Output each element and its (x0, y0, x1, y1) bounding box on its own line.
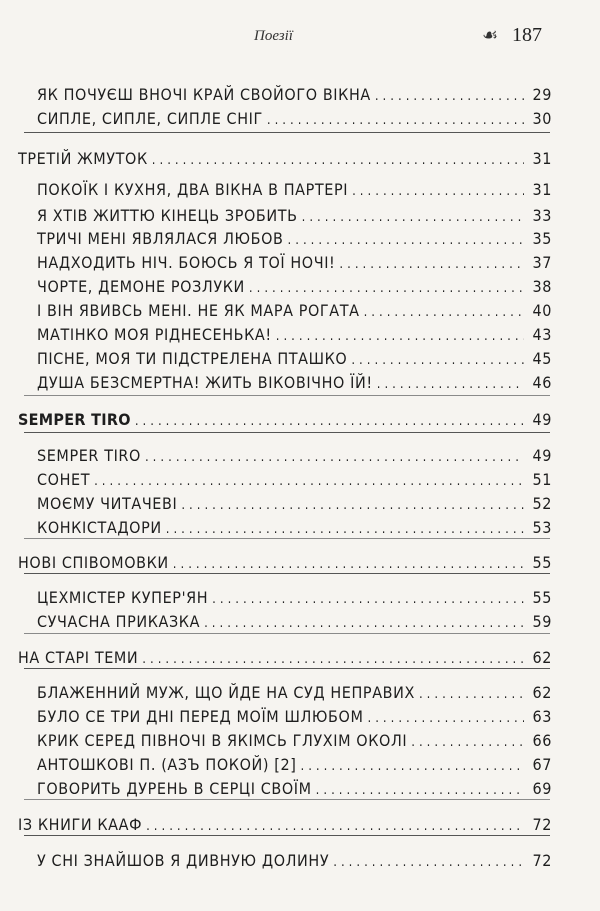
toc-entry-title: БУЛО СЕ ТРИ ДНІ ПЕРЕД МОЇМ ШЛЮБОМ (37, 707, 364, 726)
toc-entry-title: У СНІ ЗНАЙШОВ Я ДИВНУЮ ДОЛИНУ (37, 851, 330, 870)
toc-entry[interactable] (0, 322, 600, 348)
dot-leader (142, 647, 524, 673)
toc-entry[interactable] (0, 82, 600, 108)
dot-leader (204, 611, 524, 637)
toc-entry-page: 67 (532, 755, 552, 774)
dot-leader (146, 814, 524, 840)
toc-section-entry[interactable] (0, 407, 600, 433)
toc-entry-page: 59 (532, 612, 552, 631)
dot-leader (135, 409, 524, 435)
toc-entry-page: 55 (532, 588, 552, 607)
toc-entry[interactable] (0, 680, 600, 706)
toc-section-entry[interactable] (0, 645, 600, 671)
toc-entry-page: 40 (532, 301, 552, 320)
toc-entry[interactable] (0, 752, 600, 778)
toc-entry[interactable] (0, 346, 600, 372)
dot-leader (152, 148, 524, 174)
toc-entry-page: 63 (532, 707, 552, 726)
toc-entry-page: 49 (532, 446, 552, 465)
toc-entry-page: 30 (532, 109, 552, 128)
toc-entry-title: ЦЕХМІСТЕР КУПЕР'ЯН (37, 588, 209, 607)
dot-leader (316, 778, 524, 804)
toc-entry-title: SEMPER TIRO (37, 446, 141, 465)
toc-entry-page: 45 (532, 349, 552, 368)
toc-entry[interactable] (0, 370, 600, 396)
toc-entry-page: 31 (532, 149, 552, 168)
toc-entry-page: 35 (532, 229, 552, 248)
toc-entry-title: МОЄМУ ЧИТАЧЕВІ (37, 494, 178, 513)
toc-entry-page: 31 (532, 180, 552, 199)
toc-entry-title: АНТОШКОВІ П. (АЗЪ ПОКОЙ) [2] (37, 755, 297, 774)
toc-entry[interactable] (0, 585, 600, 611)
toc-entry-page: 38 (532, 277, 552, 296)
toc-entry[interactable] (0, 491, 600, 517)
toc-entry-page: 33 (532, 206, 552, 225)
toc-entry[interactable] (0, 106, 600, 132)
toc-entry-title: СУЧАСНА ПРИКАЗКА (37, 612, 201, 631)
toc-entry[interactable] (0, 443, 600, 469)
toc-entry-page: 49 (532, 410, 552, 429)
dot-leader (333, 850, 524, 876)
toc-entry[interactable] (0, 177, 600, 203)
toc-entry[interactable] (0, 609, 600, 635)
toc-entry-title: НОВІ СПІВОМОВКИ (18, 553, 169, 572)
toc-entry[interactable] (0, 250, 600, 276)
toc-entry-page: 52 (532, 494, 552, 513)
toc-entry[interactable] (0, 728, 600, 754)
toc-entry-page: 43 (532, 325, 552, 344)
dot-leader (352, 179, 524, 205)
toc-entry-title: ТРЕТІЙ ЖМУТОК (18, 149, 148, 168)
running-title: Поезії (254, 28, 293, 44)
toc-entry-title: SEMPER TIRO (18, 410, 131, 429)
toc-entry-title: І ВІН ЯВИВСЬ МЕНІ. НЕ ЯК МАРА РОГАТА (37, 301, 360, 320)
toc-entry-title: БЛАЖЕННИЙ МУЖ, ЩО ЙДЕ НА СУД НЕПРАВИХ (37, 683, 415, 702)
toc-entry-title: ТРИЧІ МЕНІ ЯВЛЯЛАСЯ ЛЮБОВ (37, 229, 284, 248)
toc-entry-title: Я ХТІВ ЖИТТЮ КІНЕЦЬ ЗРОБИТЬ (37, 206, 298, 225)
toc-entry-title: ПОКОЇК І КУХНЯ, ДВА ВІКНА В ПАРТЕРІ (37, 180, 349, 199)
toc-entry-title: СОНЕТ (37, 470, 91, 489)
toc-section-entry[interactable] (0, 812, 600, 838)
toc-entry[interactable] (0, 298, 600, 324)
toc-entry-title: ГОВОРИТЬ ДУРЕНЬ В СЕРЦІ СВОЇМ (37, 779, 312, 798)
toc-entry-title: МАТІНКО МОЯ РІДНЕСЕНЬКА! (37, 325, 272, 344)
page-number: 187 (512, 24, 542, 46)
toc-entry[interactable] (0, 467, 600, 493)
dot-leader (173, 552, 524, 578)
toc-entry-page: 51 (532, 470, 552, 489)
toc-entry[interactable] (0, 274, 600, 300)
toc-entry-page: 53 (532, 518, 552, 537)
toc-entry-title: ЧОРТЕ, ДЕМОНЕ РОЗЛУКИ (37, 277, 245, 296)
toc-entry[interactable] (0, 515, 600, 541)
toc-entry[interactable] (0, 226, 600, 252)
toc-entry-page: 46 (532, 373, 552, 392)
toc-entry-page: 72 (532, 851, 552, 870)
toc-entry-page: 62 (532, 648, 552, 667)
toc-entry-title: КРИК СЕРЕД ПІВНОЧІ В ЯКІМСЬ ГЛУХІМ ОКОЛІ (37, 731, 408, 750)
toc-entry-title: КОНКІСТАДОРИ (37, 518, 162, 537)
toc-entry-page: 69 (532, 779, 552, 798)
toc-section-entry[interactable] (0, 146, 600, 172)
toc-entry-page: 37 (532, 253, 552, 272)
toc-entry[interactable] (0, 848, 600, 874)
toc-entry[interactable] (0, 704, 600, 730)
toc-entry-title: СИПЛЕ, СИПЛЕ, СИПЛЕ СНІГ (37, 109, 263, 128)
toc-section-entry[interactable] (0, 550, 600, 576)
toc-entry-title: НАДХОДИТЬ НІЧ. БОЮСЬ Я ТОЇ НОЧІ! (37, 253, 336, 272)
dot-leader (267, 108, 524, 134)
toc-entry-page: 55 (532, 553, 552, 572)
toc-entry-page: 72 (532, 815, 552, 834)
toc-entry-page: 66 (532, 731, 552, 750)
toc-entry-title: НА СТАРІ ТЕМИ (18, 648, 139, 667)
toc-entry-title: ДУША БЕЗСМЕРТНА! ЖИТЬ ВІКОВІЧНО ЇЙ! (37, 373, 373, 392)
fleuron-icon: ☙ (482, 25, 499, 46)
running-header (0, 22, 600, 50)
toc-entry-title: ІЗ КНИГИ КААФ (18, 815, 143, 834)
dot-leader (377, 372, 524, 398)
toc-entry-title: ЯК ПОЧУЄШ ВНОЧІ КРАЙ СВОЙОГО ВІКНА (37, 85, 371, 104)
toc-entry-title: ПІСНЕ, МОЯ ТИ ПІДСТРЕЛЕНА ПТАШКО (37, 349, 348, 368)
dot-leader (166, 517, 524, 543)
toc-entry-page: 62 (532, 683, 552, 702)
toc-entry[interactable] (0, 776, 600, 802)
toc-entry-page: 29 (532, 85, 552, 104)
